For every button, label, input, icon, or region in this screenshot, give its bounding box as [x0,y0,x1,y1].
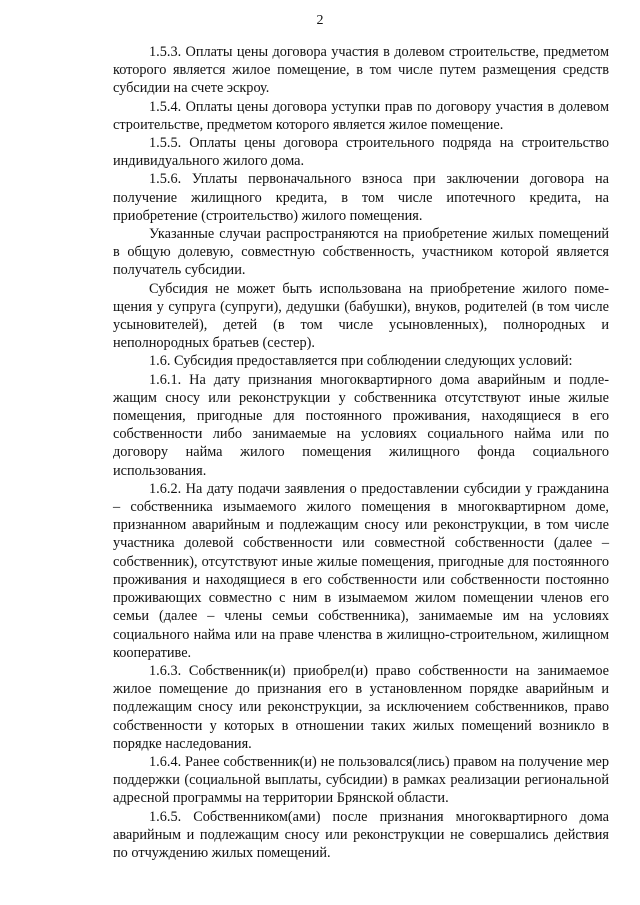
paragraph-1-6-1: 1.6.1. На дату признания многоквартирного дома аварийным и подлежащим сносу или реконструкции у собственника отсутствуют иные жилые помещения, пригодные для постоянного проживания, находящиеся в его собственности либо занимаемые на условиях социального найма или по договору найма жилого помещения жилищного фонда социального использования. [113,371,609,479]
paragraph-1-5-4: 1.5.4. Оплаты цены договора уступки прав по договору участия в долевом строительстве, предметом которого является жилое помещение. [113,98,609,133]
paragraph-1-6-5: 1.6.5. Собственником(ами) после признания многоквартирного дома аварийным и подлежащим сносу или реконструкции не совершались действия по отчуждению жилых помещений. [113,808,609,861]
paragraph-1-6-3: 1.6.3. Собственник(и) приобрел(и) право собственности на занимаемое жилое помещение до признания его в установленном порядке аварийным и подлежащим сносу или реконструкции, за исключением собственников, право собственности у которых в отношении таких жилых помещений возникло в порядке наследования. [113,662,609,752]
paragraph-1-5-5: 1.5.5. Оплаты цены договора строительного подряда на строительство индивидуального жилого дома. [113,135,609,170]
paragraph-1-6-2: 1.6.2. На дату подачи заявления о предоставлении субсидии у гражданина – собственника изымаемого жилого помещения в многоквартирном доме, признанном аварийным и подлежащим сносу или реконструкции, в том числе участника долевой собственности или совместной собственности (далее – собственник), отсутствуют иные жилые помещения, пригодные для постоянного проживания и находящиеся в его собственности или собственности постоянно проживающих совместно с ним в изымаемом жилом помещении членов его семьи (далее – члены семьи собственника), занимаемые им на условиях социального найма или на праве членства в жилищно-строительном, жилищном кооперативе. [113,480,609,661]
page-number: 2 [316,13,324,28]
paragraph-1-6-4: 1.6.4. Ранее собственник(и) не пользовался(лись) правом на получение мер поддержки (социальной выплаты, субсидии) в рамках реализации региональной адресной программы на территории Брянской области. [113,753,609,807]
paragraph-1-5-6: 1.5.6. Уплаты первоначального взноса при заключении договора на получение жилищного кредита, в том числе ипотечного кредита, на приобретение (строительство) жилого помещения. [113,171,609,224]
paragraph-cases-scope: Указанные случаи распространяются на приобретение жилых помещений в общую долевую, совместную собственность, участником которой является получатель субсидии. [113,226,609,279]
paragraph-1-5-3: 1.5.3. Оплаты цены договора участия в долевом строительстве, предметом которого является жилое помещение, в том числе путем размещения средств субсидии на счете эскроу. [113,44,609,97]
document-body [113,43,609,862]
paragraph-subsidy-restriction: Субсидия не может быть использована на приобретение жилого помещения у супруга (супруги), дедушки (бабушки), внуков, родителей (в том числе усыновителей), детей (в том числе усыновленных), полнородных и неполнородных братьев (сестер). [113,280,609,352]
paragraph-1-6: 1.6. Субсидия предоставляется при соблюдении следующих условий: [149,353,573,370]
